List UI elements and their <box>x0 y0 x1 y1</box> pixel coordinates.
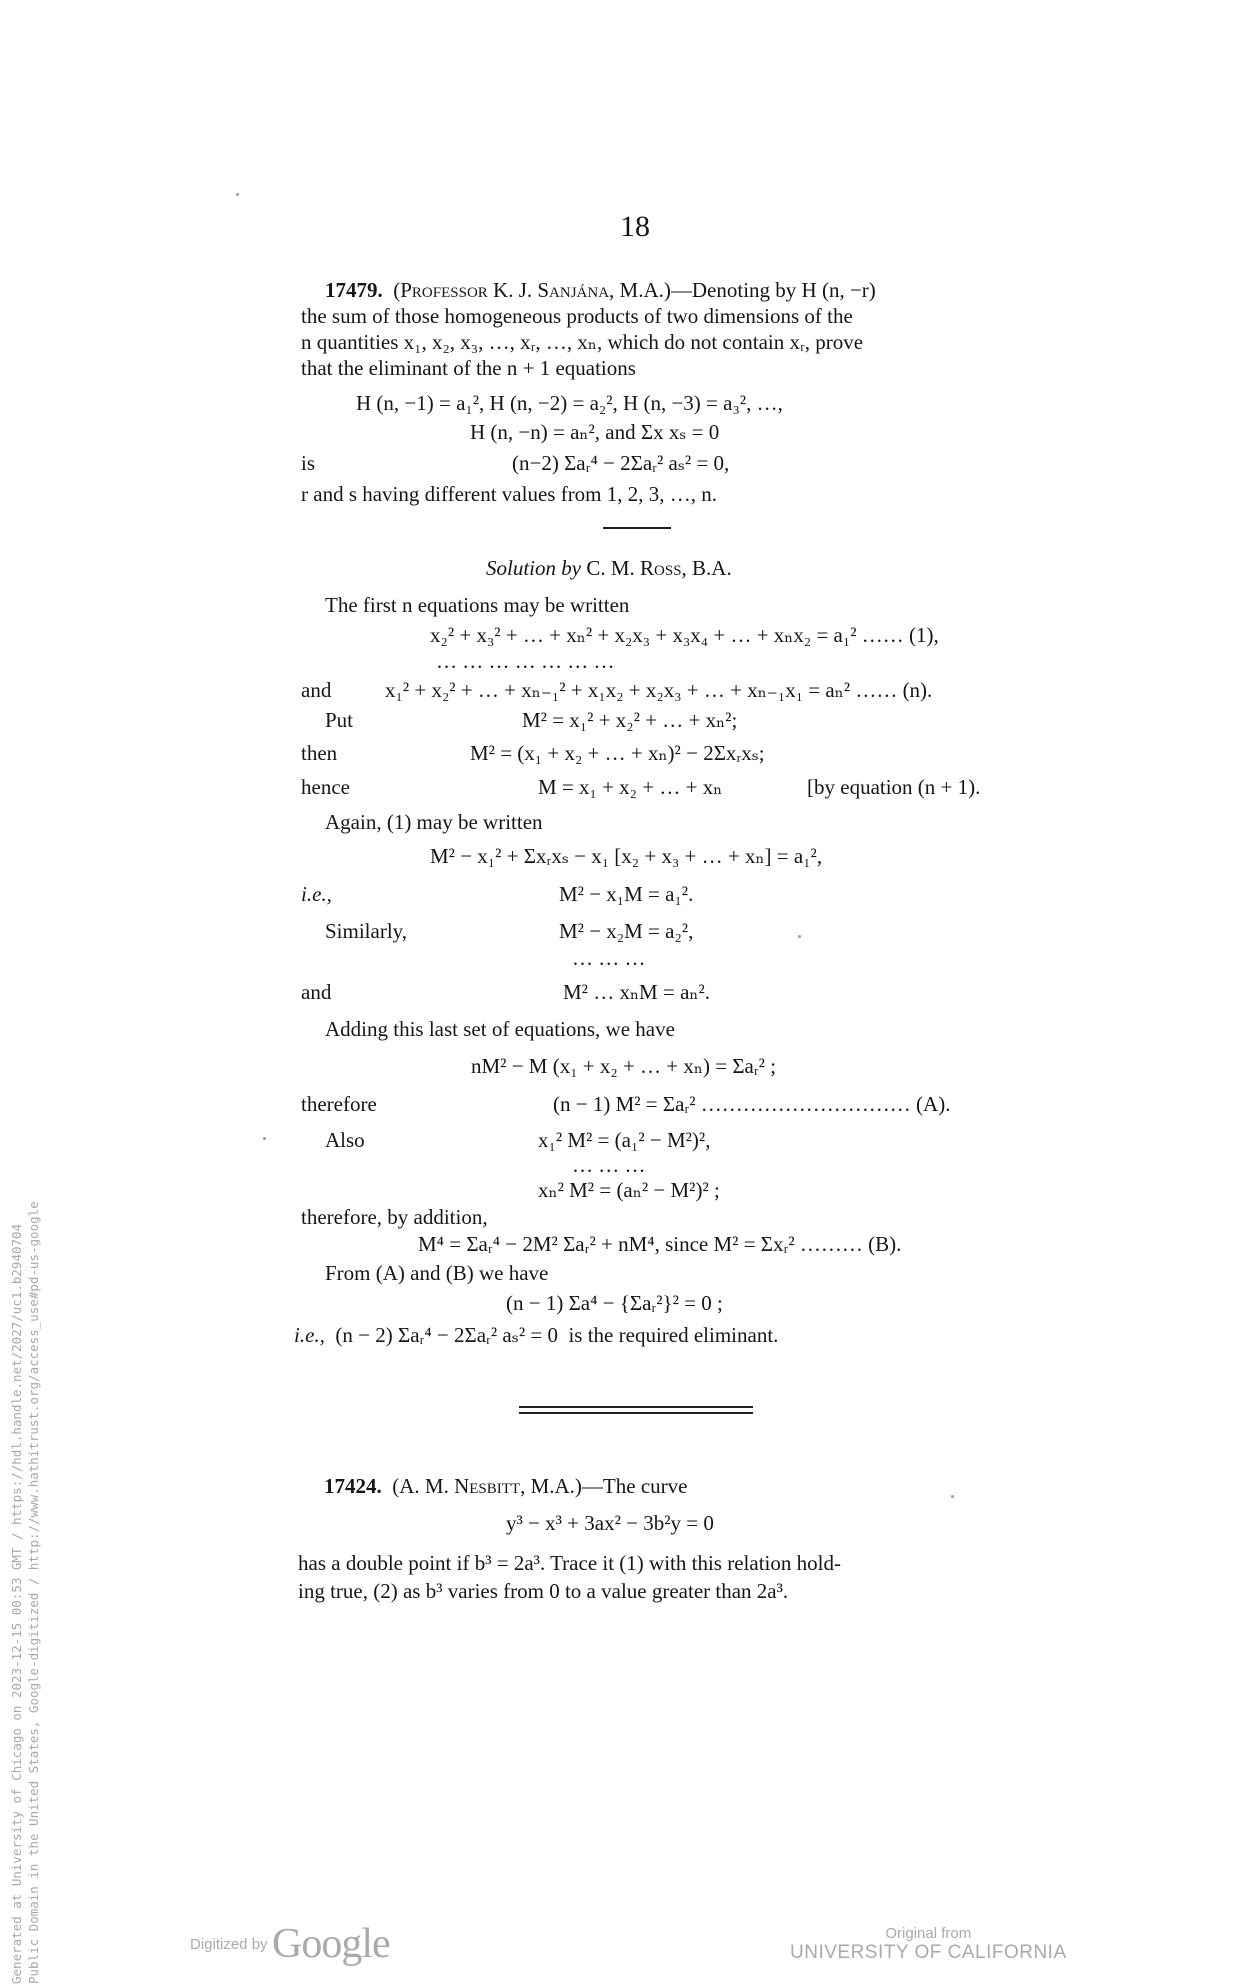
hence-label: hence <box>301 775 350 799</box>
again-text: Again, (1) may be written <box>325 810 543 834</box>
problem-statement-line: the sum of those homogeneous products of two dimensions of the <box>301 304 853 328</box>
institution-label: UNIVERSITY OF CALIFORNIA <box>790 1942 1067 1963</box>
curve-equation: y³ − x³ + 3ax² − 3b²y = 0 <box>506 1511 714 1535</box>
digitized-by-google <box>190 1920 390 1968</box>
google-logo: Google <box>272 1921 390 1967</box>
speck-mark <box>236 193 239 196</box>
solution-heading <box>486 555 732 581</box>
and-label-2: and <box>301 980 332 1004</box>
also-equation: x₁² M² = (a₁² − M²)², <box>538 1128 711 1152</box>
also-equation-n: xₙ² M² = (aₙ² − M²)² ; <box>538 1178 720 1202</box>
speck-mark <box>798 935 801 938</box>
from-ab-text: From (A) and (B) we have <box>325 1261 549 1285</box>
adding-text: Adding this last set of equations, we have <box>325 1017 675 1041</box>
problem-lead: —The curve <box>581 1474 688 1498</box>
vertical-watermark <box>8 984 42 1984</box>
problem-statement-line: n quantities x₁, x₂, x₃, …, xᵣ, …, xₙ, which do not contain xᵣ, prove <box>301 330 864 354</box>
solution-heading-prefix: Solution by <box>486 556 582 580</box>
problem-author: (A. M. Nesbitt, M.A.) <box>392 1474 582 1498</box>
addition-label: therefore, by addition, <box>301 1205 488 1229</box>
final-equation: (n − 2) Σaᵣ⁴ − 2Σaᵣ² aₛ² = 0 <box>335 1323 558 1347</box>
equation-dots: … … … … … … … <box>436 649 615 673</box>
problem-statement-start: —Denoting by H (n, −r) <box>670 278 876 302</box>
put-equation: M² = x₁² + x₂² + … + xₙ²; <box>522 708 738 732</box>
problem-text-line: ing true, (2) as b³ varies from 0 to a value greater than 2a³. <box>298 1579 789 1603</box>
therefore-label: therefore <box>301 1092 377 1116</box>
problem-17479-line-1 <box>325 277 876 303</box>
from-ab-equation: (n − 1) Σa⁴ − {Σaᵣ²}² = 0 ; <box>506 1291 723 1315</box>
hence-note: [by equation (n + 1). <box>807 775 981 799</box>
similarly-dots: … … … <box>572 946 646 970</box>
equation-b: M⁴ = Σaᵣ⁴ − 2M² Σaᵣ² + nM⁴, since M² = Σxᵣ² ……… (B). <box>418 1232 902 1256</box>
equation-line: H (n, −1) = a₁², H (n, −2) = a₂², H (n, −3) = a₃², …, <box>356 391 783 415</box>
page-number: 18 <box>620 210 650 243</box>
and-label: and <box>301 678 332 702</box>
double-divider-bottom <box>519 1412 753 1414</box>
problem-author: (Professor K. J. Sanjána, M.A.) <box>393 278 671 302</box>
adding-equation: nM² − M (x₁ + x₂ + … + xₙ) = Σaᵣ² ; <box>471 1054 777 1078</box>
original-from-label: Original from <box>885 1925 972 1942</box>
original-from-block <box>790 1925 1067 1964</box>
condition-line: r and s having different values from 1, 2, 3, …, n. <box>301 482 718 506</box>
last-equation: M² … xₙM = aₙ². <box>563 980 711 1004</box>
problem-text-line: has a double point if b³ = 2a³. Trace it (1) with this relation hold- <box>298 1551 841 1575</box>
watermark-line-2: Public Domain in the United States, Google-digitized / http://www.hathitrust.org/access_use#pd-us-google <box>26 1201 41 1984</box>
also-dots: … … … <box>572 1153 646 1177</box>
problem-17424-line-1 <box>324 1473 687 1499</box>
ie-equation: M² − x₁M = a₁². <box>559 882 694 906</box>
solution-heading-name: C. M. Ross, B.A. <box>586 556 732 580</box>
problem-number: 17479. <box>325 278 383 302</box>
then-label: then <box>301 741 338 765</box>
problem-statement-line: that the eliminant of the n + 1 equations <box>301 356 636 380</box>
then-equation: M² = (x₁ + x₂ + … + xₙ)² − 2Σxᵣxₛ; <box>470 741 765 765</box>
equation-a: (n − 1) M² = Σaᵣ² ………………………… (A). <box>553 1092 951 1116</box>
again-equation: M² − x₁² + Σxᵣxₛ − x₁ [x₂ + x₃ + … + xₙ] = a₁², <box>430 844 823 868</box>
final-suffix: is the required eliminant. <box>568 1323 779 1347</box>
equation-1: x₂² + x₃² + … + xₙ² + x₂x₃ + x₃x₄ + … + xₙx₂ = a₁² …… (1), <box>430 623 939 647</box>
equation-n: x₁² + x₂² + … + xₙ₋₁² + x₁x₂ + x₂x₃ + … + xₙ₋₁x₁ = aₙ² …… (n). <box>385 678 933 702</box>
problem-number: 17424. <box>324 1474 382 1498</box>
equation-line: H (n, −n) = aₙ², and Σx xₛ = 0 <box>470 420 720 444</box>
similarly-label: Similarly, <box>325 919 408 943</box>
similarly-equation: M² − x₂M = a₂², <box>559 919 694 943</box>
solution-intro: The first n equations may be written <box>325 593 630 617</box>
speck-mark <box>263 1137 266 1140</box>
double-divider-top <box>519 1406 753 1408</box>
eliminant-equation: (n−2) Σaᵣ⁴ − 2Σaᵣ² aₛ² = 0, <box>512 451 730 475</box>
digitized-by-label: Digitized by <box>190 1936 268 1953</box>
ie-label: i.e., <box>301 882 332 906</box>
speck-mark <box>951 1495 954 1498</box>
final-prefix: i.e., <box>294 1323 325 1347</box>
hence-equation: M = x₁ + x₂ + … + xₙ <box>538 775 723 799</box>
also-label: Also <box>325 1128 365 1152</box>
final-line <box>294 1322 778 1348</box>
watermark-line-1: Generated at University of Chicago on 2023-12-15 00:53 GMT / https://hdl.handle.net/2027/uc1.b2940704 <box>9 1223 24 1984</box>
short-divider <box>603 527 671 529</box>
is-label: is <box>301 451 316 475</box>
put-label: Put <box>325 708 354 732</box>
